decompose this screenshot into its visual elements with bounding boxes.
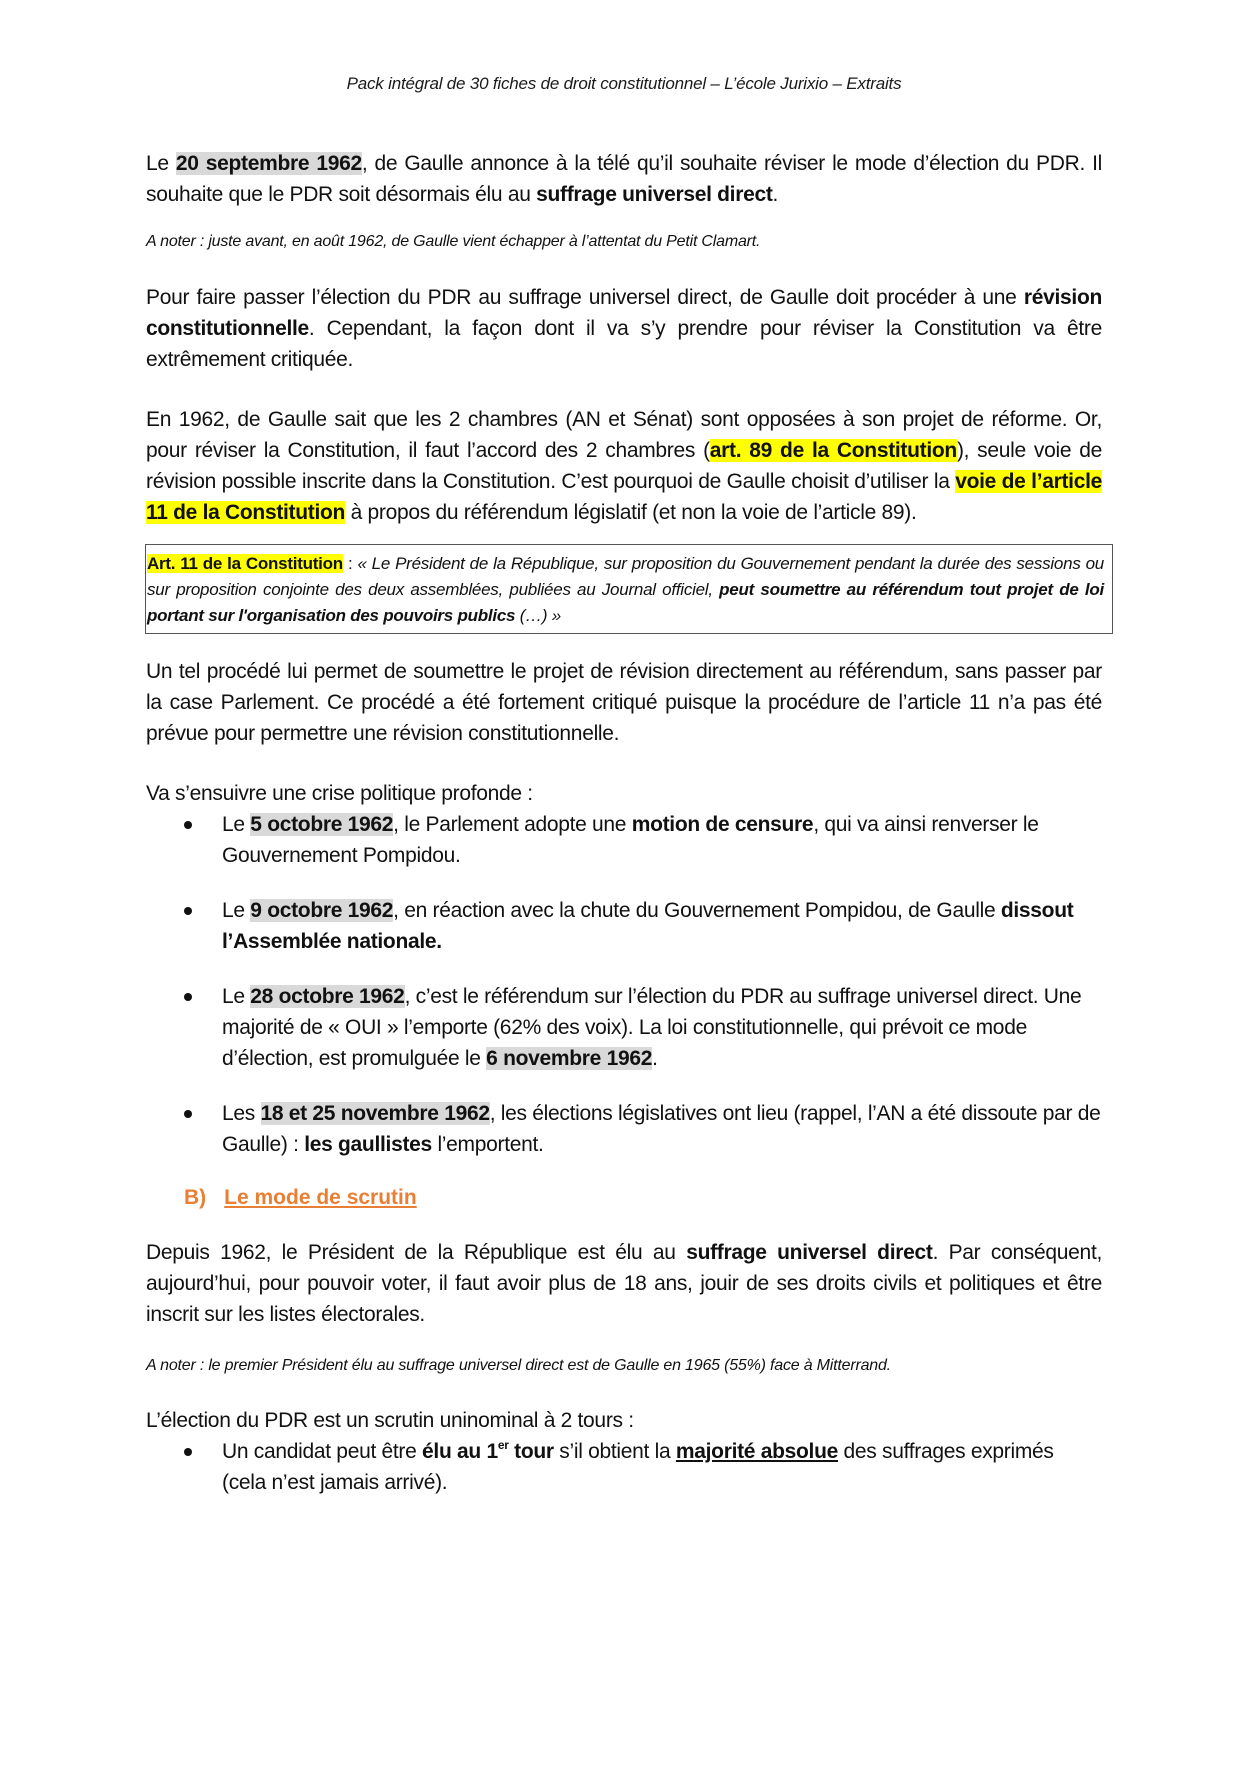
section-title: Le mode de scrutin <box>224 1186 417 1209</box>
text: Un candidat peut être <box>222 1440 423 1463</box>
text: Depuis 1962, le Président de la République est élu au <box>146 1241 687 1264</box>
text: , en réaction avec la chute du Gouvernement Pompidou, de Gaulle <box>393 899 1001 922</box>
date-highlight: 6 novembre 1962 <box>486 1047 653 1070</box>
paragraph-suffrage <box>146 1237 1102 1330</box>
constitution-quote-box <box>145 544 1113 634</box>
bold-term: dissout l’Assemblée nationale. <box>222 899 1074 953</box>
bold-term: révision constitutionnelle <box>146 286 1102 340</box>
bold-term: élu au 1 <box>422 1440 498 1463</box>
text: à propos du référendum législatif (et non la voie de l’article 89). <box>345 501 917 524</box>
paragraph-announcement <box>146 148 1102 210</box>
date-highlight: 9 octobre 1962 <box>250 899 394 922</box>
bullet-icon <box>184 821 192 829</box>
bold-term: suffrage universel direct <box>686 1241 933 1264</box>
text: Pour faire passer l’élection du PDR au suffrage universel direct, de Gaulle doit procéder à une <box>146 286 1024 309</box>
text: , le Parlement adopte une <box>393 813 632 836</box>
article-89-highlight: art. 89 de la Constitution <box>709 439 957 462</box>
quote-italic: « Le Président de la République, sur proposition du Gouvernement pendant la durée des sessions ou sur proposition conjointe des deux assemblées, publiées au Journal officiel, <box>147 554 1105 599</box>
text: Le <box>146 152 176 175</box>
note-petit-clamart: A noter : juste avant, en août 1962, de Gaulle vient échapper à l’attentat du Petit Clamart. <box>146 233 761 250</box>
list-item <box>146 1436 1102 1498</box>
text: En 1962, de Gaulle sait que les 2 chambres (AN et Sénat) sont opposées à son projet de réforme. Or, pour réviser la Constitution, il faut l’accord des 2 chambres ( <box>146 408 1102 462</box>
text: : <box>342 554 358 573</box>
bold-term: motion de censure <box>631 813 814 836</box>
crisis-list <box>146 809 1102 1160</box>
date-highlight: 20 septembre 1962 <box>175 152 362 175</box>
bullet-icon <box>184 993 192 1001</box>
scrutin-list <box>146 1436 1102 1498</box>
text: , de Gaulle annonce à la télé qu’il souhaite réviser le mode d’élection du PDR. Il souhaite que le PDR soit désormais élu au <box>146 152 1103 206</box>
text: Le <box>222 985 251 1008</box>
text: . <box>652 1047 658 1070</box>
text: , qui va ainsi renverser le Gouvernement Pompidou. <box>222 813 1039 867</box>
text: l’emportent. <box>431 1133 544 1156</box>
paragraph-procede: Un tel procédé lui permet de soumettre le projet de révision directement au référendum, sans passer par la case Parlement. Ce procédé a été fortement critiqué puisque la procédure de l’article 11 n’a pas été prévue pour permettre une révision constitutionnelle. <box>146 660 1102 745</box>
section-letter: B) <box>184 1186 207 1209</box>
bold-term: les gaullistes <box>304 1133 432 1156</box>
quote-bold: peut soumettre au référendum tout projet de loi portant sur l'organisation des pouvoirs publics <box>147 580 1104 625</box>
text: . Par conséquent, aujourd’hui, pour pouvoir voter, il faut avoir plus de 18 ans, jouir de ses droits civils et politiques et être inscrit sur les listes électorales. <box>146 1241 1103 1326</box>
underlined-term: majorité absolue <box>675 1440 838 1463</box>
text: , les élections législatives ont lieu (rappel, l’AN a été dissoute par de Gaulle) : <box>222 1102 1101 1156</box>
page-content <box>146 148 1105 1498</box>
text: Le <box>222 813 251 836</box>
bullet-icon <box>184 1110 192 1118</box>
text: , c’est le référendum sur l’élection du PDR au suffrage universel direct. Une majorité de « OUI » l’emporte (62% des voix). La loi constitutionnelle, qui prévoit ce mode d’élection, est promulguée le <box>222 985 1082 1070</box>
text: Le <box>222 899 251 922</box>
article-11-highlight: voie de l’article 11 de la Constitution <box>146 470 1103 524</box>
bullet-icon <box>184 1448 192 1456</box>
list-item <box>146 809 1102 871</box>
text: des suffrages exprimés (cela n’est jamais arrivé). <box>222 1440 1054 1494</box>
quote-text <box>147 551 1112 629</box>
text: . <box>772 183 779 206</box>
date-highlight: 28 octobre 1962 <box>250 985 405 1008</box>
list-item <box>146 895 1102 957</box>
bold-term: suffrage universel direct <box>536 183 773 206</box>
text: Les <box>222 1102 261 1125</box>
text: s’il obtient la <box>553 1440 676 1463</box>
section-heading-b <box>146 1182 1102 1213</box>
paragraph-revision <box>146 282 1102 375</box>
date-highlight: 18 et 25 novembre 1962 <box>260 1102 490 1125</box>
crisis-intro: Va s’ensuivre une crise politique profonde : <box>146 782 533 805</box>
note-1965: A noter : le premier Président élu au suffrage universel direct est de Gaulle en 1965 (55%) face à Mitterrand. <box>146 1357 891 1374</box>
paragraph-article-11 <box>146 404 1102 528</box>
list-item <box>146 1098 1102 1160</box>
superscript: er <box>497 1438 509 1452</box>
quote-label: Art. 11 de la Constitution <box>147 554 343 573</box>
scrutin-intro: L’élection du PDR est un scrutin uninominal à 2 tours : <box>146 1409 634 1432</box>
bold-term: tour <box>508 1440 554 1463</box>
text: . Cependant, la façon dont il va s’y prendre pour réviser la Constitution va être extrêmement critiquée. <box>146 317 1102 371</box>
quote-end: (…) » <box>515 606 561 625</box>
bullet-icon <box>184 907 192 915</box>
page-header: Pack intégral de 30 fiches de droit constitutionnel – L’école Jurixio – Extraits <box>346 74 902 93</box>
date-highlight: 5 octobre 1962 <box>250 813 394 836</box>
text: ), seule voie de révision possible inscrite dans la Constitution. C’est pourquoi de Gaulle choisit d’utiliser la <box>146 439 1102 493</box>
list-item <box>146 981 1102 1074</box>
